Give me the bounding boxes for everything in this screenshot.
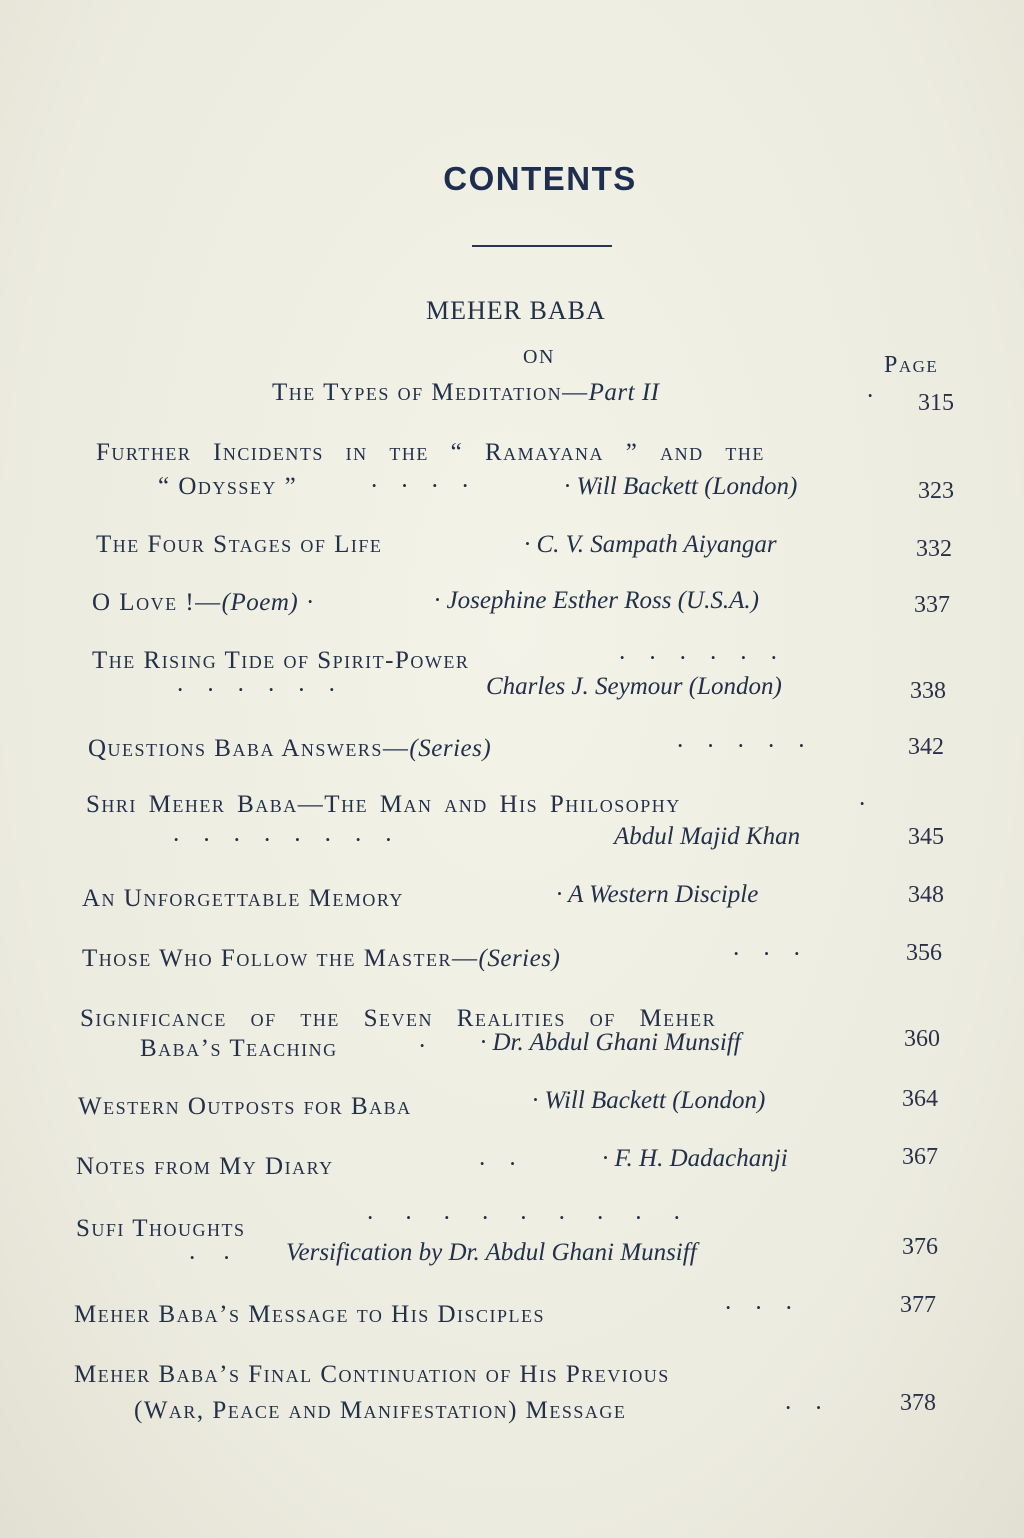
toc-entry-title: Sufi Thoughts [76, 1215, 246, 1242]
toc-entry-author: · Dr. Abdul Ghani Munsiff [480, 1029, 741, 1056]
toc-page-number: 345 [908, 824, 944, 850]
toc-entry-author: · C. V. Sampath Aiyangar [524, 531, 777, 558]
toc-page-number: 377 [900, 1292, 936, 1318]
toc-entry-title: Significance of the Seven Realities of Meher [80, 1005, 717, 1032]
toc-page-number: 364 [902, 1086, 938, 1112]
toc-page-number: 360 [904, 1026, 940, 1052]
toc-page-number: 315 [918, 390, 954, 416]
leader-dots: ····· [676, 733, 828, 760]
toc-entry-title: Meher Baba’s Message to His Disciples [74, 1301, 546, 1328]
toc-entry-title: The Types of Meditation—Part II [272, 379, 660, 406]
toc-entry-title-cont: Baba’s Teaching [140, 1035, 338, 1062]
leader-dots: · [418, 1033, 449, 1060]
leader-dots: ·· [784, 1395, 845, 1422]
toc-entry-title-cont: (War, Peace and Manifestation) Message [134, 1397, 627, 1424]
toc-entry-title: The Rising Tide of Spirit-Power [92, 647, 470, 674]
leader-dots: ········ [172, 827, 415, 854]
toc-page-number: 323 [918, 478, 954, 504]
page-column-label: Page [884, 352, 939, 378]
toc-entry-title: Notes from My Diary [76, 1153, 334, 1180]
toc-entry-title: Western Outposts for Baba [78, 1093, 412, 1120]
toc-entry-title: Shri Meher Baba—The Man and His Philosophy [86, 791, 681, 818]
toc-entry-author: · F. H. Dadachanji [602, 1145, 788, 1172]
toc-page-number: 342 [908, 734, 944, 760]
toc-entry-title: Questions Baba Answers—(Series) [88, 735, 492, 762]
toc-entry-title: Meher Baba’s Final Continuation of His Previous [74, 1361, 670, 1388]
toc-page-number: 348 [908, 882, 944, 908]
toc-page-number: 338 [910, 678, 946, 704]
toc-entry-title: O Love !—(Poem) · [92, 589, 316, 616]
toc-page-number: 376 [902, 1234, 938, 1260]
leader-dots: ··· [724, 1295, 815, 1322]
toc-entry-author: · A Western Disciple [556, 881, 759, 908]
toc-page-number: 332 [916, 536, 952, 562]
leader-dots: ··· [732, 941, 823, 968]
toc-entry-title: The Four Stages of Life [96, 531, 383, 558]
toc-entry-title: An Unforgettable Memory [82, 885, 404, 912]
leader-dots: ···· [370, 473, 492, 500]
leader-dots: ······ [618, 645, 800, 672]
toc-entry-title: Further Incidents in the “ Ramayana ” and the [96, 439, 765, 466]
leader-dots: ······ [176, 677, 358, 704]
toc-entry-author: Charles J. Seymour (London) [486, 673, 782, 700]
leader-dots: · [858, 791, 889, 818]
toc-entry-author: · Will Backett (London) [532, 1087, 766, 1114]
toc-page-number: 356 [906, 940, 942, 966]
leader-dots: ·· [478, 1151, 539, 1178]
leader-dots: ········· [366, 1205, 711, 1232]
leader-dots: ·· [188, 1245, 257, 1272]
page-title: CONTENTS [443, 160, 637, 197]
lead-author-name: MEHER BABA [426, 296, 606, 325]
toc-entry-author: · Josephine Esther Ross (U.S.A.) [434, 587, 759, 614]
toc-entry-title: Those Who Follow the Master—(Series) [82, 945, 561, 972]
toc-entry-author: Versification by Dr. Abdul Ghani Munsiff [286, 1239, 697, 1266]
toc-entry-author: Abdul Majid Khan [614, 823, 801, 850]
toc-page-number: 337 [914, 592, 950, 618]
title-rule [472, 245, 612, 247]
lead-on-label: ON [523, 346, 555, 368]
leader-dots: · [866, 383, 897, 410]
toc-page-number: 367 [902, 1144, 938, 1170]
toc-page-number: 378 [900, 1390, 936, 1416]
toc-entry-author: · Will Backett (London) [564, 473, 798, 500]
toc-entry-title-cont: “ Odyssey ” [158, 473, 298, 500]
